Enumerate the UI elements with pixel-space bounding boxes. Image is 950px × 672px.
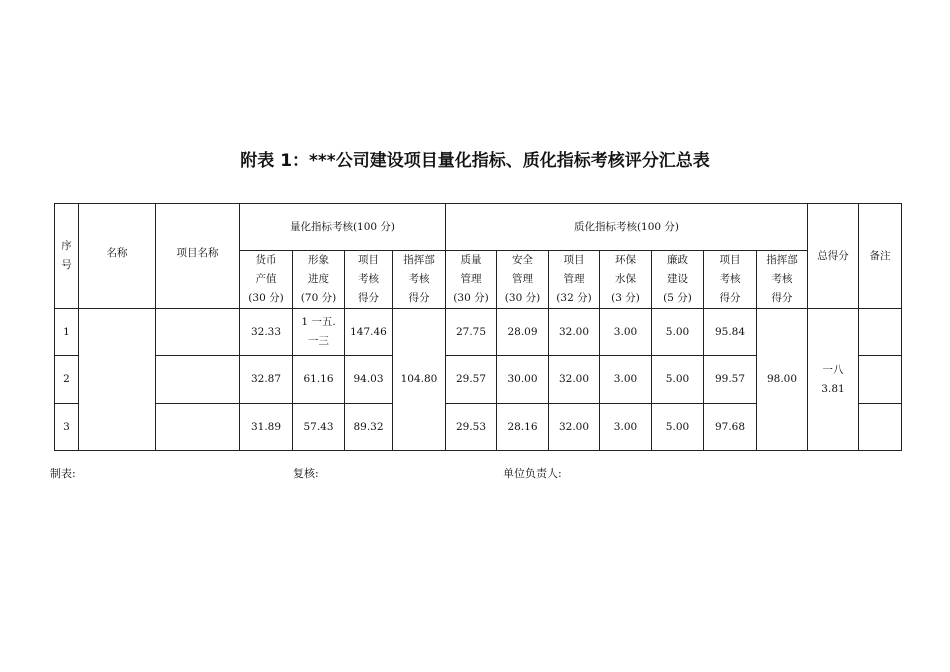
cell-quality-mgmt: 29.53 — [446, 404, 497, 451]
cell-image-progress: 1 一五. 一三 — [293, 309, 345, 356]
cell-env-protection: 3.00 — [600, 404, 652, 451]
cell-project-name — [156, 309, 240, 356]
unit-head-label: 单位负责人: — [503, 467, 562, 480]
header-quality-mgmt: 质量 管理 (30 分) — [446, 251, 497, 309]
cell-integrity: 5.00 — [652, 404, 704, 451]
prepared-by-label: 制表: — [50, 467, 76, 480]
cell-total-score: 一八 3.81 — [808, 309, 859, 451]
cell-qual-project-score: 97.68 — [704, 404, 757, 451]
header-project-name: 项目名称 — [156, 204, 240, 309]
cell-quant-project-score: 94.03 — [345, 356, 393, 404]
cell-quant-hq-score: 104.80 — [393, 309, 446, 451]
cell-remark — [859, 356, 902, 404]
cell-image-progress: 61.16 — [293, 356, 345, 404]
header-qualitative-group: 质化指标考核(100 分) — [446, 204, 808, 251]
cell-quant-project-score: 89.32 — [345, 404, 393, 451]
cell-env-protection: 3.00 — [600, 309, 652, 356]
header-env-protection: 环保 水保 (3 分) — [600, 251, 652, 309]
cell-seq: 2 — [55, 356, 79, 404]
header-project-mgmt: 项目 管理 (32 分) — [549, 251, 600, 309]
header-quant-project-score: 项目 考核 得分 — [345, 251, 393, 309]
cell-quality-mgmt: 27.75 — [446, 309, 497, 356]
cell-project-name — [156, 404, 240, 451]
header-quant-hq-score: 指挥部 考核 得分 — [393, 251, 446, 309]
cell-integrity: 5.00 — [652, 309, 704, 356]
cell-project-mgmt: 32.00 — [549, 404, 600, 451]
header-total-score: 总得分 — [808, 204, 859, 309]
cell-qual-project-score: 95.84 — [704, 309, 757, 356]
reviewed-by-label: 复核: — [293, 467, 319, 480]
cell-safety-mgmt: 30.00 — [497, 356, 549, 404]
cell-project-name — [156, 356, 240, 404]
cell-name — [79, 309, 156, 451]
cell-project-mgmt: 32.00 — [549, 356, 600, 404]
cell-remark — [859, 309, 902, 356]
cell-safety-mgmt: 28.16 — [497, 404, 549, 451]
header-money-output: 货币 产值 (30 分) — [240, 251, 293, 309]
cell-money-output: 31.89 — [240, 404, 293, 451]
cell-money-output: 32.87 — [240, 356, 293, 404]
document-title: 附表 1：***公司建设项目量化指标、质化指标考核评分汇总表 — [240, 151, 710, 171]
cell-quality-mgmt: 29.57 — [446, 356, 497, 404]
cell-quant-project-score: 147.46 — [345, 309, 393, 356]
header-qual-project-score: 项目 考核 得分 — [704, 251, 757, 309]
table-row — [55, 309, 902, 356]
cell-safety-mgmt: 28.09 — [497, 309, 549, 356]
cell-money-output: 32.33 — [240, 309, 293, 356]
cell-project-mgmt: 32.00 — [549, 309, 600, 356]
score-summary-table — [54, 203, 902, 451]
cell-env-protection: 3.00 — [600, 356, 652, 404]
cell-image-progress: 57.43 — [293, 404, 345, 451]
cell-seq: 1 — [55, 309, 79, 356]
cell-seq: 3 — [55, 404, 79, 451]
header-safety-mgmt: 安全 管理 (30 分) — [497, 251, 549, 309]
header-remark: 备注 — [859, 204, 902, 309]
header-integrity: 廉政 建设 (5 分) — [652, 251, 704, 309]
cell-qual-hq-score: 98.00 — [757, 309, 808, 451]
cell-remark — [859, 404, 902, 451]
cell-qual-project-score: 99.57 — [704, 356, 757, 404]
header-quantitative-group: 量化指标考核(100 分) — [240, 204, 446, 251]
header-image-progress: 形象 进度 (70 分) — [293, 251, 345, 309]
header-qual-hq-score: 指挥部 考核 得分 — [757, 251, 808, 309]
cell-integrity: 5.00 — [652, 356, 704, 404]
header-name: 名称 — [79, 204, 156, 309]
header-seq: 序 号 — [55, 204, 79, 309]
header-row-group — [55, 204, 902, 251]
